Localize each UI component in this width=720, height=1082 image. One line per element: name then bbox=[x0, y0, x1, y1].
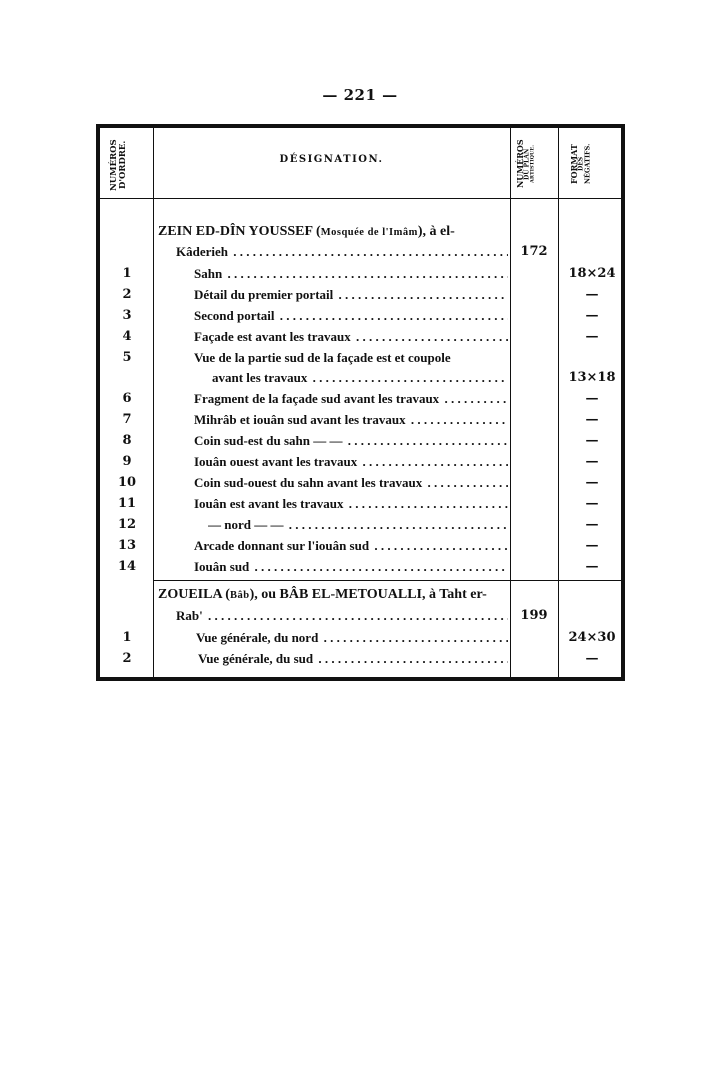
header-designation: DÉSIGNATION. bbox=[279, 154, 384, 165]
header-numeros-plan: NUMÉROS DU PLAN ARTISTIQUE. bbox=[515, 139, 536, 189]
section-title-cont: Rab' . . . bbox=[176, 606, 508, 626]
section-divider bbox=[153, 580, 621, 581]
header-numeros-ordre: NUMÉROS D'ORDRE. bbox=[109, 139, 128, 191]
section-title-cont-row bbox=[100, 606, 621, 626]
table-row: 10 Coin sud-ouest du sahn avant les travaux . . . — bbox=[100, 473, 621, 493]
table-row: 1 Sahn . . . 18×24 bbox=[100, 264, 621, 284]
table-row-cont: avant les travaux . . . 13×18 bbox=[100, 368, 621, 388]
table-row: 13 Arcade donnant sur l'iouân sud . . . — bbox=[100, 536, 621, 556]
section-title-row bbox=[100, 585, 621, 605]
table-row: 7 Mihrâb et iouân sud avant les travaux . . . — bbox=[100, 410, 621, 430]
table-row: 2 Détail du premier portail . . . — bbox=[100, 285, 621, 305]
section-title: ZOUEILA (Bâb), ou BÂB EL-METOUALLI, à Taht er- bbox=[158, 587, 487, 602]
page-number: — 221 — bbox=[322, 86, 398, 104]
table-row: 8 Coin sud-est du sahn — — . . . — bbox=[100, 431, 621, 451]
header-divider bbox=[100, 198, 621, 199]
table-row: 1 Vue générale, du nord . . . 24×30 bbox=[100, 628, 621, 648]
section-title-cont-row bbox=[100, 242, 621, 262]
table-row: 14 Iouân sud . . . — bbox=[100, 557, 621, 577]
section-title-row bbox=[100, 222, 621, 242]
table-row: 2 Vue générale, du sud . . . — bbox=[100, 649, 621, 669]
table-row: 3 Second portail . . . — bbox=[100, 306, 621, 326]
header-format-negatifs: FORMAT DES NÉGATIFS. bbox=[569, 143, 592, 185]
catalog-table bbox=[96, 124, 625, 681]
table-row: 11 Iouân est avant les travaux . . . — bbox=[100, 494, 621, 514]
table-row: 9 Iouân ouest avant les travaux . . . — bbox=[100, 452, 621, 472]
table-row: 6 Fragment de la façade sud avant les travaux . . . — bbox=[100, 389, 621, 409]
table-row: 12 — nord — — . . . — bbox=[100, 515, 621, 535]
plan-number: 172 bbox=[520, 244, 548, 259]
section-title-cont: Kâderieh . . . bbox=[176, 242, 508, 262]
table-row: 5 Vue de la partie sud de la façade est et coupole bbox=[122, 350, 451, 365]
section-title: ZEIN ED-DÎN YOUSSEF (Mosquée de l'Imâm), à el- bbox=[158, 224, 455, 239]
plan-number: 199 bbox=[520, 608, 548, 623]
table-row: 4 Façade est avant les travaux . . . — bbox=[100, 327, 621, 347]
